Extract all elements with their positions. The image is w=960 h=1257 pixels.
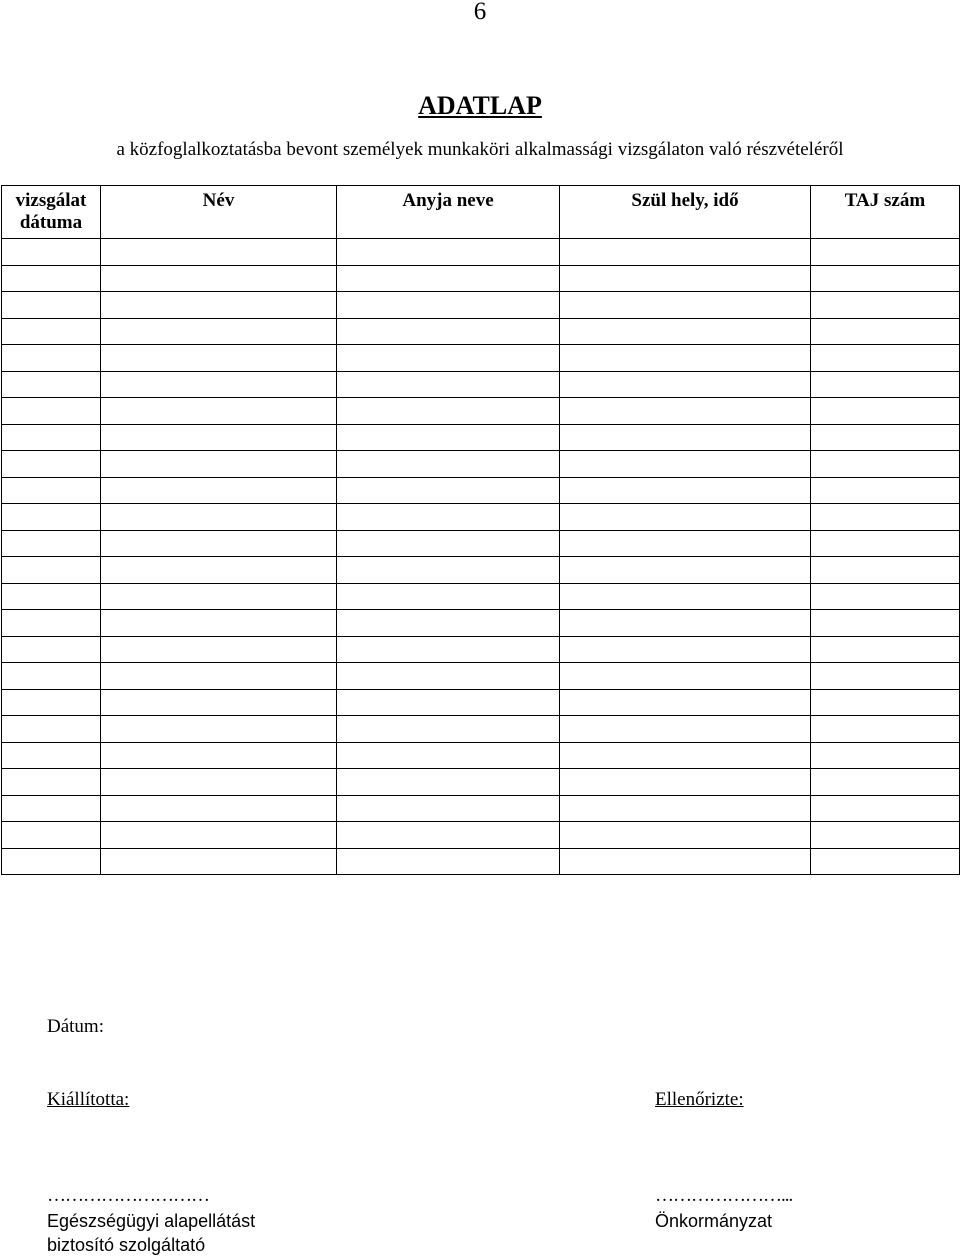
table-cell[interactable] — [560, 769, 811, 796]
table-cell[interactable] — [101, 371, 337, 398]
checked-by-label: Ellenőrizte: — [655, 1089, 744, 1110]
table-cell[interactable] — [560, 318, 811, 345]
table-cell[interactable] — [337, 424, 560, 451]
table-row — [2, 848, 960, 875]
table-cell[interactable] — [811, 530, 960, 557]
table-cell[interactable] — [560, 292, 811, 319]
table-cell[interactable] — [337, 583, 560, 610]
table-cell[interactable] — [560, 822, 811, 849]
table-cell[interactable] — [337, 292, 560, 319]
header-mother-name: Anyja neve — [337, 186, 560, 239]
table-cell[interactable] — [2, 424, 101, 451]
table-cell[interactable] — [337, 345, 560, 372]
table-cell[interactable] — [560, 265, 811, 292]
table-cell[interactable] — [2, 610, 101, 637]
table-cell[interactable] — [811, 848, 960, 875]
table-cell[interactable] — [811, 583, 960, 610]
table-cell[interactable] — [811, 265, 960, 292]
table-cell[interactable] — [560, 689, 811, 716]
table-cell[interactable] — [337, 663, 560, 690]
table-cell[interactable] — [560, 477, 811, 504]
table-cell[interactable] — [811, 318, 960, 345]
table-cell[interactable] — [337, 848, 560, 875]
header-exam-date: vizsgálat dátuma — [2, 186, 101, 239]
table-cell[interactable] — [811, 716, 960, 743]
table-cell[interactable] — [2, 504, 101, 531]
table-cell[interactable] — [560, 795, 811, 822]
table-cell[interactable] — [560, 398, 811, 425]
table-cell[interactable] — [560, 371, 811, 398]
table-cell[interactable] — [101, 239, 337, 266]
signature-line-left: ……………………… — [47, 1185, 209, 1206]
table-cell[interactable] — [2, 451, 101, 478]
table-cell[interactable] — [811, 292, 960, 319]
table-cell[interactable] — [337, 742, 560, 769]
table-cell[interactable] — [337, 239, 560, 266]
table-cell[interactable] — [811, 769, 960, 796]
table-row — [2, 795, 960, 822]
table-cell[interactable] — [337, 822, 560, 849]
table-cell[interactable] — [337, 398, 560, 425]
table-cell[interactable] — [811, 742, 960, 769]
table-cell[interactable] — [2, 398, 101, 425]
table-cell[interactable] — [101, 557, 337, 584]
table-row — [2, 822, 960, 849]
table-cell[interactable] — [2, 557, 101, 584]
table-cell[interactable] — [101, 265, 337, 292]
table-row — [2, 663, 960, 690]
table-cell[interactable] — [560, 451, 811, 478]
registration-table — [1, 185, 960, 875]
table-cell[interactable] — [101, 848, 337, 875]
table-row — [2, 769, 960, 796]
table-cell[interactable] — [2, 848, 101, 875]
table-cell[interactable] — [101, 345, 337, 372]
date-label: Dátum: — [47, 1016, 104, 1037]
table-cell[interactable] — [811, 636, 960, 663]
table-cell[interactable] — [2, 583, 101, 610]
table-cell[interactable] — [101, 424, 337, 451]
table-cell[interactable] — [2, 239, 101, 266]
table-cell[interactable] — [2, 742, 101, 769]
table-row — [2, 530, 960, 557]
table-cell[interactable] — [101, 716, 337, 743]
document-title — [0, 91, 960, 121]
table-cell[interactable] — [101, 398, 337, 425]
table-cell[interactable] — [2, 318, 101, 345]
table-cell[interactable] — [560, 345, 811, 372]
table-cell[interactable] — [2, 530, 101, 557]
table-cell[interactable] — [337, 504, 560, 531]
table-cell[interactable] — [811, 557, 960, 584]
table-cell[interactable] — [337, 451, 560, 478]
table-cell[interactable] — [560, 504, 811, 531]
table-cell[interactable] — [337, 265, 560, 292]
table-body — [2, 239, 960, 875]
table-cell[interactable] — [2, 716, 101, 743]
table-cell[interactable] — [811, 663, 960, 690]
table-cell[interactable] — [811, 610, 960, 637]
table-row — [2, 345, 960, 372]
table-cell[interactable] — [2, 477, 101, 504]
table-cell[interactable] — [337, 557, 560, 584]
table-row — [2, 318, 960, 345]
table-cell[interactable] — [2, 663, 101, 690]
table-cell[interactable] — [337, 318, 560, 345]
table-row — [2, 398, 960, 425]
table-cell[interactable] — [560, 424, 811, 451]
table-cell[interactable] — [101, 610, 337, 637]
table-cell[interactable] — [560, 663, 811, 690]
table-cell[interactable] — [337, 636, 560, 663]
table-row — [2, 716, 960, 743]
table-row — [2, 557, 960, 584]
table-row — [2, 583, 960, 610]
table-cell[interactable] — [560, 848, 811, 875]
table-cell[interactable] — [811, 795, 960, 822]
table-row — [2, 636, 960, 663]
municipality-label: Önkormányzat — [655, 1211, 773, 1231]
header-birth-place-date: Szül hely, idő — [560, 186, 811, 239]
table-cell[interactable] — [101, 769, 337, 796]
table-cell[interactable] — [2, 292, 101, 319]
table-header-row — [2, 186, 960, 239]
table-cell[interactable] — [101, 742, 337, 769]
table-cell[interactable] — [560, 239, 811, 266]
table-row — [2, 424, 960, 451]
table-cell[interactable] — [101, 451, 337, 478]
table-cell[interactable] — [2, 265, 101, 292]
page-number: 6 — [473, 0, 487, 25]
table-cell[interactable] — [560, 742, 811, 769]
table-cell[interactable] — [2, 795, 101, 822]
table-cell[interactable] — [337, 689, 560, 716]
table-cell[interactable] — [560, 716, 811, 743]
table-cell[interactable] — [811, 398, 960, 425]
table-cell[interactable] — [101, 663, 337, 690]
table-cell[interactable] — [101, 318, 337, 345]
issued-by-label: Kiállította: — [47, 1089, 130, 1110]
table-cell[interactable] — [560, 610, 811, 637]
table-cell[interactable] — [811, 689, 960, 716]
table-row — [2, 610, 960, 637]
signature-line-right: …………………... — [655, 1185, 793, 1206]
table-cell[interactable] — [560, 583, 811, 610]
table-row — [2, 239, 960, 266]
document-subtitle: a közfoglalkoztatásba bevont személyek munkaköri alkalmassági vizsgálaton való részvételéről — [116, 139, 844, 160]
table-cell[interactable] — [101, 504, 337, 531]
table-cell[interactable] — [811, 504, 960, 531]
table-cell[interactable] — [101, 689, 337, 716]
table-cell[interactable] — [2, 345, 101, 372]
table-cell[interactable] — [337, 795, 560, 822]
table-cell[interactable] — [2, 636, 101, 663]
provider-label: Egészségügyi alapellátást biztosító szolgáltató — [47, 1211, 256, 1255]
table-cell[interactable] — [101, 822, 337, 849]
table-cell[interactable] — [101, 292, 337, 319]
table-cell[interactable] — [337, 610, 560, 637]
table-cell[interactable] — [101, 636, 337, 663]
table-cell[interactable] — [101, 530, 337, 557]
table-cell[interactable] — [337, 716, 560, 743]
table-cell[interactable] — [811, 424, 960, 451]
header-name: Név — [101, 186, 337, 239]
table-cell[interactable] — [811, 239, 960, 266]
table-cell[interactable] — [560, 530, 811, 557]
table-cell[interactable] — [101, 583, 337, 610]
document-title-text: ADATLAP — [418, 91, 542, 120]
table-cell[interactable] — [560, 557, 811, 584]
table-cell[interactable] — [811, 451, 960, 478]
table-cell[interactable] — [811, 477, 960, 504]
table-cell[interactable] — [337, 477, 560, 504]
table-row — [2, 689, 960, 716]
table-cell[interactable] — [2, 769, 101, 796]
table-row — [2, 292, 960, 319]
table-row — [2, 477, 960, 504]
table-cell[interactable] — [101, 795, 337, 822]
table-row — [2, 265, 960, 292]
table-row — [2, 504, 960, 531]
table-cell[interactable] — [2, 371, 101, 398]
header-taj-number: TAJ szám — [811, 186, 960, 239]
table-cell[interactable] — [101, 477, 337, 504]
table-cell[interactable] — [2, 689, 101, 716]
table-cell[interactable] — [337, 530, 560, 557]
table-cell[interactable] — [811, 822, 960, 849]
table-cell[interactable] — [560, 636, 811, 663]
table-row — [2, 451, 960, 478]
table-cell[interactable] — [337, 769, 560, 796]
table-cell[interactable] — [2, 822, 101, 849]
table-cell[interactable] — [811, 371, 960, 398]
table-row — [2, 371, 960, 398]
table-cell[interactable] — [811, 345, 960, 372]
table-cell[interactable] — [337, 371, 560, 398]
table-row — [2, 742, 960, 769]
